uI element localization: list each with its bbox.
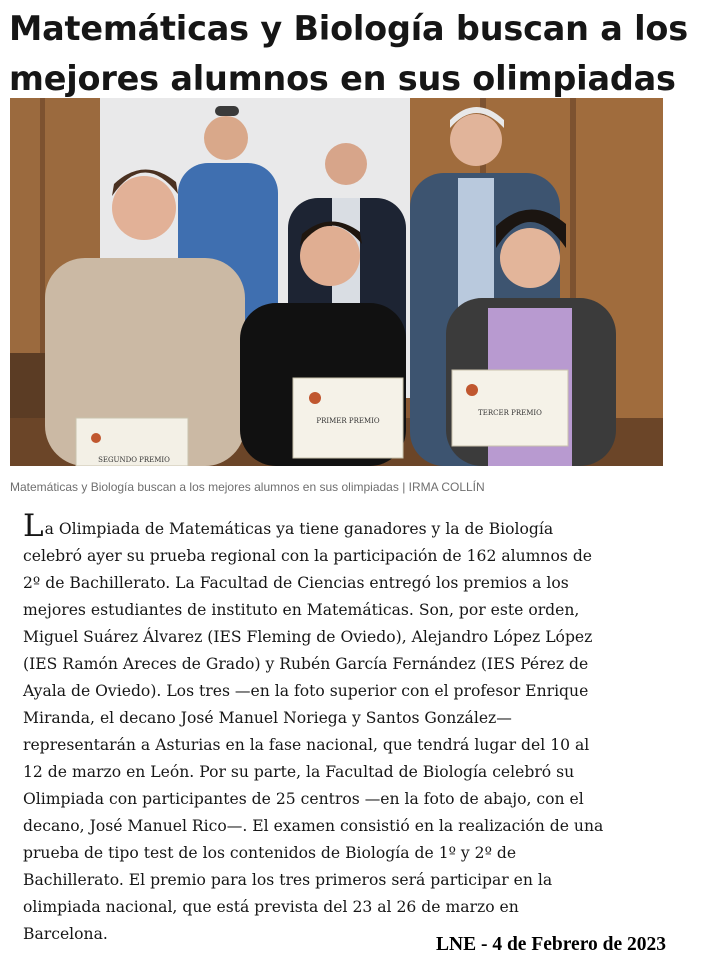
body-line: 12 de marzo en León. Por su parte, la Facultad de Biología celebró su xyxy=(23,763,575,781)
body-line: Miranda, el decano José Manuel Noriega y Santos González— xyxy=(23,709,512,727)
source-date-stamp: LNE - 4 de Febrero de 2023 xyxy=(435,934,666,955)
body-line: decano, José Manuel Rico—. El examen consistió en la realización de una xyxy=(23,817,604,835)
body-line: Miguel Suárez Álvarez (IES Fleming de Oviedo), Alejandro López López xyxy=(23,628,593,646)
certificate-label-third: TERCER PREMIO xyxy=(478,409,542,417)
article-body xyxy=(23,508,604,948)
certificate-label-second: SEGUNDO PREMIO xyxy=(98,456,170,464)
body-line: (IES Ramón Areces de Grado) y Rubén García Fernández (IES Pérez de xyxy=(23,655,589,673)
headline-line: Matemáticas y Biología buscan a los xyxy=(9,9,688,48)
body-line: representarán a Asturias en la fase nacional, que tendrá lugar del 10 al xyxy=(23,736,590,754)
body-line: olimpiada nacional, que está prevista del 23 al 26 de marzo en xyxy=(23,898,519,916)
body-line: Ayala de Oviedo). Los tres —en la foto superior con el profesor Enrique xyxy=(23,682,589,700)
body-paragraph xyxy=(23,508,604,948)
photo-caption: Matemáticas y Biología buscan a los mejores alumnos en sus olimpiadas | IRMA COLLÍN xyxy=(10,480,485,494)
body-line: 2º de Bachillerato. La Facultad de Ciencias entregó los premios a los xyxy=(23,574,569,592)
drop-cap: L xyxy=(23,508,44,544)
article-headline xyxy=(9,4,709,104)
body-line: mejores estudiantes de instituto en Matemáticas. Son, por este orden, xyxy=(23,601,580,619)
body-line: Barcelona. xyxy=(23,925,108,943)
body-first-line xyxy=(23,508,603,544)
body-line: a Olimpiada de Matemáticas ya tiene ganadores y la de Biología xyxy=(44,520,554,538)
certificate-label-first: PRIMER PREMIO xyxy=(316,417,380,425)
body-line: prueba de tipo test de los contenidos de Biología de 1º y 2º de xyxy=(23,844,517,862)
headline-line: mejores alumnos en sus olimpiadas xyxy=(9,59,676,98)
body-line: Olimpiada con participantes de 25 centros —en la foto de abajo, con el xyxy=(23,790,584,808)
body-line: celebró ayer su prueba regional con la participación de 162 alumnos de xyxy=(23,547,593,565)
body-line: Bachillerato. El premio para los tres primeros será participar en la xyxy=(23,871,553,889)
article-photo xyxy=(10,98,663,466)
